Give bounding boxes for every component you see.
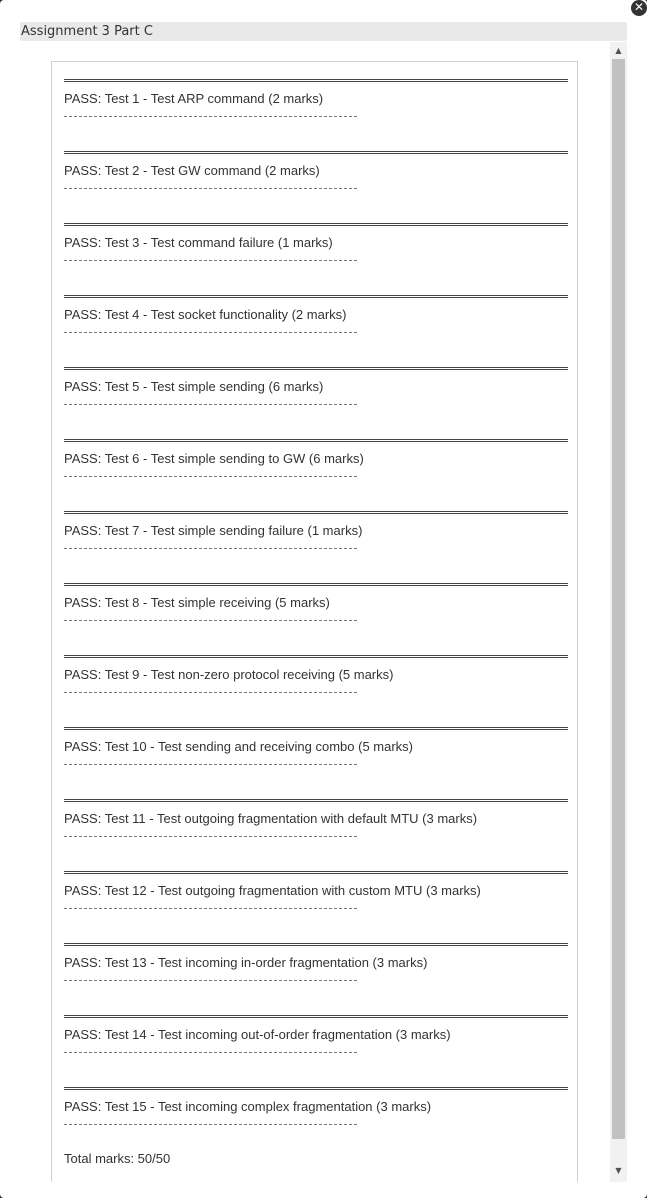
test-result-text: PASS: Test 3 - Test command failure (1 marks) bbox=[64, 235, 333, 250]
test-result-block bbox=[64, 866, 574, 938]
dash-rule bbox=[64, 692, 357, 693]
separator-rule bbox=[64, 439, 568, 442]
dash-rule bbox=[64, 116, 357, 117]
separator-rule bbox=[64, 223, 568, 226]
test-result-text: PASS: Test 4 - Test socket functionality (2 marks) bbox=[64, 307, 347, 322]
results-list bbox=[64, 74, 574, 1166]
separator-rule bbox=[64, 871, 568, 874]
scroll-up-icon[interactable]: ▲ bbox=[615, 46, 622, 55]
test-result-block bbox=[64, 290, 574, 362]
test-result-block bbox=[64, 362, 574, 434]
test-result-block bbox=[64, 794, 574, 866]
test-result-text: PASS: Test 6 - Test simple sending to GW (6 marks) bbox=[64, 451, 364, 466]
dash-rule bbox=[64, 404, 357, 405]
scroll-down-icon[interactable]: ▼ bbox=[615, 1166, 622, 1175]
test-result-text: PASS: Test 9 - Test non-zero protocol receiving (5 marks) bbox=[64, 667, 394, 682]
separator-rule bbox=[64, 727, 568, 730]
separator-rule bbox=[64, 295, 568, 298]
test-result-text: PASS: Test 5 - Test simple sending (6 marks) bbox=[64, 379, 324, 394]
test-result-block bbox=[64, 434, 574, 506]
test-result-text: PASS: Test 7 - Test simple sending failure (1 marks) bbox=[64, 523, 363, 538]
dialog-title: Assignment 3 Part C bbox=[21, 24, 153, 39]
test-result-text: PASS: Test 1 - Test ARP command (2 marks) bbox=[64, 91, 324, 106]
separator-rule bbox=[64, 367, 568, 370]
dash-rule bbox=[64, 332, 357, 333]
test-result-block bbox=[64, 578, 574, 650]
separator-rule bbox=[64, 79, 568, 82]
dash-rule bbox=[64, 764, 357, 765]
dash-rule bbox=[64, 1124, 357, 1125]
test-result-text: PASS: Test 10 - Test sending and receiving combo (5 marks) bbox=[64, 739, 414, 754]
dash-rule bbox=[64, 260, 357, 261]
test-result-text: PASS: Test 12 - Test outgoing fragmentation with custom MTU (3 marks) bbox=[64, 883, 481, 898]
vertical-scrollbar[interactable] bbox=[610, 42, 627, 1182]
separator-rule bbox=[64, 655, 568, 658]
test-result-block bbox=[64, 722, 574, 794]
scrollbar-thumb[interactable] bbox=[612, 59, 625, 1139]
test-result-block bbox=[64, 74, 574, 146]
test-result-block bbox=[64, 506, 574, 578]
dash-rule bbox=[64, 548, 357, 549]
dash-rule bbox=[64, 1052, 357, 1053]
test-result-text: PASS: Test 13 - Test incoming in-order fragmentation (3 marks) bbox=[64, 955, 428, 970]
test-result-text: PASS: Test 8 - Test simple receiving (5 marks) bbox=[64, 595, 330, 610]
test-result-block bbox=[64, 146, 574, 218]
results-scroll-area[interactable] bbox=[20, 42, 627, 1182]
separator-rule bbox=[64, 511, 568, 514]
test-result-block bbox=[64, 1010, 574, 1082]
dash-rule bbox=[64, 188, 357, 189]
separator-rule bbox=[64, 151, 568, 154]
close-icon[interactable]: ✕ bbox=[629, 0, 647, 18]
separator-rule bbox=[64, 943, 568, 946]
total-marks: Total marks: 50/50 bbox=[64, 1151, 171, 1166]
test-result-text: PASS: Test 14 - Test incoming out-of-order fragmentation (3 marks) bbox=[64, 1027, 451, 1042]
separator-rule bbox=[64, 1015, 568, 1018]
dash-rule bbox=[64, 620, 357, 621]
test-result-text: PASS: Test 2 - Test GW command (2 marks) bbox=[64, 163, 320, 178]
test-result-text: PASS: Test 15 - Test incoming complex fragmentation (3 marks) bbox=[64, 1099, 432, 1114]
separator-rule bbox=[64, 799, 568, 802]
dialog-titlebar bbox=[20, 22, 627, 41]
results-output-box bbox=[51, 61, 578, 1182]
dash-rule bbox=[64, 908, 357, 909]
dash-rule bbox=[64, 980, 357, 981]
separator-rule bbox=[64, 583, 568, 586]
test-result-block bbox=[64, 650, 574, 722]
test-result-block bbox=[64, 218, 574, 290]
separator-rule bbox=[64, 1087, 568, 1090]
test-result-block bbox=[64, 938, 574, 1010]
test-result-block bbox=[64, 1082, 574, 1154]
dash-rule bbox=[64, 476, 357, 477]
test-result-text: PASS: Test 11 - Test outgoing fragmentation with default MTU (3 marks) bbox=[64, 811, 478, 826]
dash-rule bbox=[64, 836, 357, 837]
